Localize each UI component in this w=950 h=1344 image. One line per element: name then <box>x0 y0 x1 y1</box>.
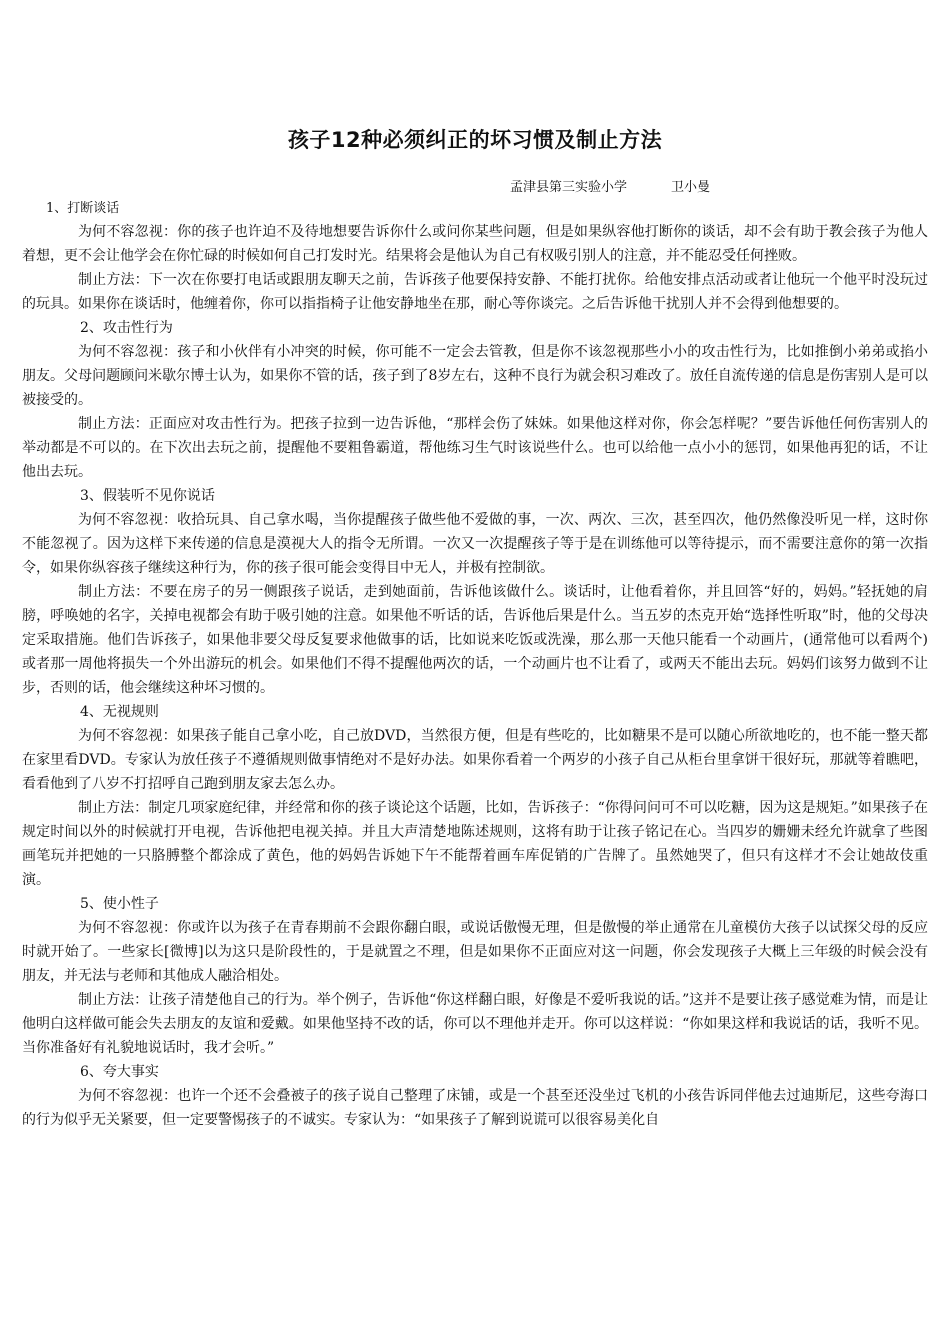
section-heading: 1、打断谈话 <box>46 201 120 216</box>
section-paragraph: 为何不容忽视：收拾玩具、自己拿水喝，当你提醒孩子做些他不爱做的事，一次、两次、三次，甚至四次，他仍然像没听见一样，这时你不能忽视了。因为这样下来传递的信息是漠视大人的指令无所谓。一次又一次提醒孩子等于是在训练他可以等待提示，而不需要注意你的第一次指令，如果你纵容孩子继续这种行为，你的孩子很可能会变得目中无人，并极有控制欲。 <box>22 512 928 576</box>
section-2 <box>22 316 928 484</box>
section-paragraph: 为何不容忽视：你的孩子也许迫不及待地想要告诉你什么或问你某些问题，但是如果纵容他打断你的谈话，却不会有助于教会孩子为他人着想，更不会让他学会在你忙碌的时候如何自己打发时光。结果将会是他认为自己有权吸引别人的注意，并不能忍受任何挫败。 <box>22 224 928 264</box>
section-paragraph: 制止方法：让孩子清楚他自己的行为。举个例子，告诉他“你这样翻白眼，好像是不爱听我说的话。”这并不是要让孩子感觉难为情，而是让他明白这样做可能会失去朋友的友谊和爱戴。如果他坚持不改的话，你可以不理他并走开。你可以这样说：“你如果这样和我说话的话，我听不见。当你准备好有礼貌地说话时，我才会听。” <box>22 992 928 1056</box>
section-paragraph: 制止方法：正面应对攻击性行为。把孩子拉到一边告诉他，“那样会伤了妹妹。如果他这样对你，你会怎样呢？”要告诉他任何伤害别人的举动都是不可以的。在下次出去玩之前，提醒他不要粗鲁霸道，帮他练习生气时该说些什么。也可以给他一点小小的惩罚，如果他再犯的话，不让他出去玩。 <box>22 416 928 480</box>
author-name: 卫小曼 <box>671 180 711 195</box>
section-paragraph: 为何不容忽视：也许一个还不会叠被子的孩子说自己整理了床铺，或是一个甚至还没坐过飞机的小孩告诉同伴他去过迪斯尼，这些夸海口的行为似乎无关紧要，但一定要警惕孩子的不诚实。专家认为：“如果孩子了解到说谎可以很容易美化自 <box>22 1088 928 1128</box>
section-paragraph: 为何不容忽视：如果孩子能自己拿小吃，自己放DVD，当然很方便，但是有些吃的，比如糖果不是可以随心所欲地吃的，也不能一整天都在家里看DVD。专家认为放任孩子不遵循规则做事情绝对不是好办法。如果你看着一个两岁的小孩子自己从柜台里拿饼干很好玩，那就等着瞧吧，看看他到了八岁不打招呼自己跑到朋友家去怎么办。 <box>22 728 928 792</box>
article-body <box>22 198 928 1132</box>
school-name: 孟津县第三实验小学 <box>510 180 628 195</box>
section-paragraph: 制止方法：制定几项家庭纪律，并经常和你的孩子谈论这个话题，比如，告诉孩子：“你得问问可不可以吃糖，因为这是规矩。”如果孩子在规定时间以外的时候就打开电视，告诉他把电视关掉。并且大声清楚地陈述规则，这将有助于让孩子铭记在心。当四岁的姗姗未经允许就拿了些图画笔玩并把她的一只胳膊整个都涂成了黄色，他的妈妈告诉她下午不能帮着画车库促销的广告牌了。虽然她哭了，但只有这样才不会让她故伎重演。 <box>22 800 928 888</box>
section-heading: 6、夸大事实 <box>80 1064 159 1080</box>
section-heading: 4、无视规则 <box>80 704 159 720</box>
byline <box>510 176 710 195</box>
section-4 <box>22 700 928 892</box>
section-3 <box>22 484 928 700</box>
section-1 <box>22 198 928 316</box>
section-paragraph: 为何不容忽视：你或许以为孩子在青春期前不会跟你翻白眼，或说话傲慢无理，但是傲慢的举止通常在儿童模仿大孩子以试探父母的反应时就开始了。一些家长[微博]以为这只是阶段性的，于是就置之不理，但是如果你不正面应对这一问题，你会发现孩子大概上三年级的时候会没有朋友，并无法与老师和其他成人融洽相处。 <box>22 920 928 984</box>
section-heading: 2、攻击性行为 <box>80 320 173 336</box>
section-paragraph: 制止方法：下一次在你要打电话或跟朋友聊天之前，告诉孩子他要保持安静、不能打扰你。给他安排点活动或者让他玩一个他平时没玩过的玩具。如果你在谈话时，他缠着你，你可以指指椅子让他安静地坐在那，耐心等你谈完。之后告诉他干扰别人并不会得到他想要的。 <box>22 272 928 312</box>
section-heading: 3、假装听不见你说话 <box>80 488 215 504</box>
section-6 <box>22 1060 928 1132</box>
section-paragraph: 为何不容忽视：孩子和小伙伴有小冲突的时候，你可能不一定会去管教，但是你不该忽视那些小小的攻击性行为，比如推倒小弟弟或掐小朋友。父母问题顾问米歇尔博士认为，如果你不管的话，孩子到了8岁左右，这种不良行为就会积习难改了。放任自流传递的信息是伤害别人是可以被接受的。 <box>22 344 928 408</box>
document-title: 孩子12种必须纠正的坏习惯及制止方法 <box>287 128 663 152</box>
section-heading: 5、使小性子 <box>80 896 159 912</box>
section-paragraph: 制止方法：不要在房子的另一侧跟孩子说话，走到她面前，告诉他该做什么。谈话时，让他看着你，并且回答“好的，妈妈。”轻抚她的肩膀，呼唤她的名字，关掉电视都会有助于吸引她的注意。如果他不听话的话，告诉他后果是什么。当五岁的杰克开始“选择性听取”时，他的父母决定采取措施。他们告诉孩子，如果他非要父母反复要求他做事的话，比如说来吃饭或洗澡，那么那一天他只能看一个动画片，(通常他可以看两个)或者那一周他将损失一个外出游玩的机会。如果他们不得不提醒他两次的话，一个动画片也不让看了，或两天不能出去玩。妈妈们该努力做到不让步，否则的话，他会继续这种坏习惯的。 <box>22 584 928 696</box>
section-5 <box>22 892 928 1060</box>
